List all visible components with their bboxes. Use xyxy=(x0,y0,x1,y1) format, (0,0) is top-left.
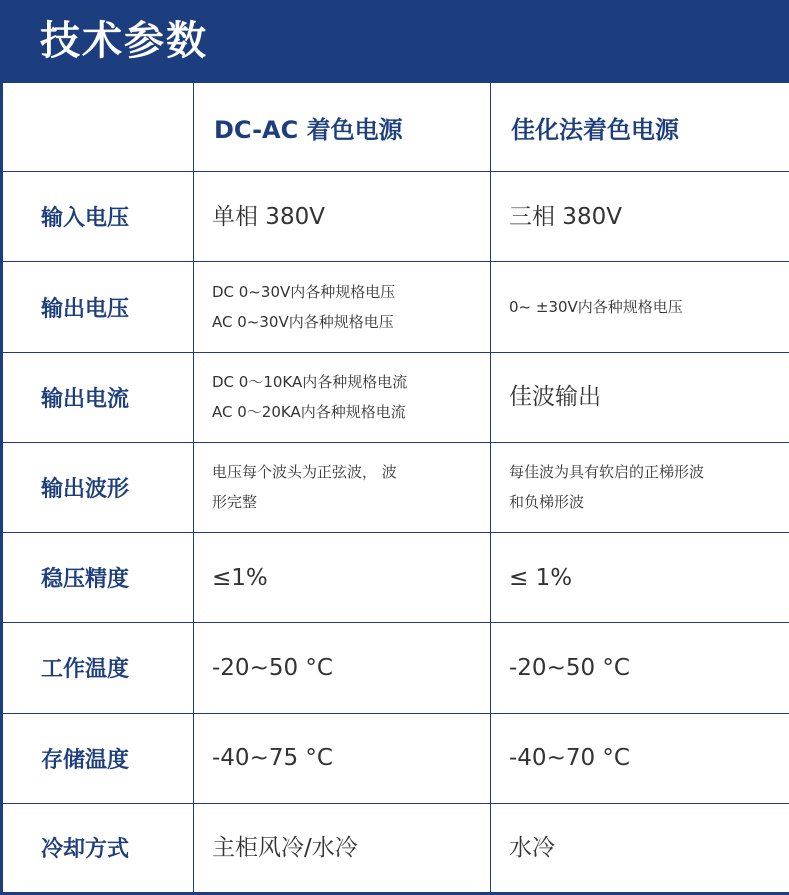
row-label: 工作温度 xyxy=(2,623,194,713)
dc-ac-value-cell xyxy=(194,442,491,532)
column-header-dc-ac: DC-AC 着色电源 xyxy=(194,83,491,172)
column-header-pulse: 佳化法着色电源 xyxy=(491,83,789,172)
dc-ac-value-cell xyxy=(194,352,491,442)
dc-ac-value-cell xyxy=(194,172,491,262)
table-row xyxy=(2,623,789,713)
pulse-value-cell xyxy=(491,352,789,442)
table-header-row xyxy=(2,83,789,172)
pulse-value-cell xyxy=(491,262,789,352)
cell-text-line: 0~ ±30V内各种规格电压 xyxy=(509,298,683,317)
cell-text-line: 形完整 xyxy=(212,493,258,512)
cell-text-line: ≤ 1% xyxy=(509,564,573,591)
page-title: 技术参数 xyxy=(40,18,208,64)
table-row xyxy=(2,803,789,893)
dc-ac-value-cell xyxy=(194,713,491,803)
table-row xyxy=(2,442,789,532)
cell-text-line: 佳波输出 xyxy=(509,384,601,411)
table-row xyxy=(2,352,789,442)
dc-ac-value-cell xyxy=(194,623,491,713)
cell-text-line: DC 0～10KA内各种规格电流 xyxy=(212,373,408,392)
table-row xyxy=(2,713,789,803)
table-row xyxy=(2,533,789,623)
pulse-value-cell xyxy=(491,172,789,262)
cell-text-line: 三相 380V xyxy=(509,203,622,230)
cell-text-line: -20~50 °C xyxy=(509,654,630,681)
table-row xyxy=(2,172,789,262)
spec-table xyxy=(0,82,789,895)
cell-text-line: -20~50 °C xyxy=(212,654,333,681)
row-label: 存储温度 xyxy=(2,713,194,803)
dc-ac-value-cell xyxy=(194,533,491,623)
row-label: 输出电流 xyxy=(2,352,194,442)
pulse-value-cell xyxy=(491,623,789,713)
cell-text-line: AC 0～20KA内各种规格电流 xyxy=(212,403,406,422)
pulse-value-cell xyxy=(491,533,789,623)
cell-text-line: 和负梯形波 xyxy=(509,493,585,512)
row-label: 输出波形 xyxy=(2,442,194,532)
row-label: 稳压精度 xyxy=(2,533,194,623)
header-blank-cell xyxy=(2,83,194,172)
cell-text-line: 电压每个波头为正弦波， 波 xyxy=(212,463,397,482)
row-label: 冷却方式 xyxy=(2,803,194,893)
cell-text-line: 每佳波为具有软启的正梯形波 xyxy=(509,463,705,482)
cell-text-line: 水冷 xyxy=(509,834,555,861)
cell-text-line: 主柜风冷/水冷 xyxy=(212,834,358,861)
row-label: 输出电压 xyxy=(2,262,194,352)
cell-text-line: -40~70 °C xyxy=(509,745,630,772)
dc-ac-value-cell xyxy=(194,803,491,893)
row-label: 输入电压 xyxy=(2,172,194,262)
cell-text-line: -40~75 °C xyxy=(212,745,333,772)
title-bar xyxy=(0,0,789,82)
pulse-value-cell xyxy=(491,442,789,532)
dc-ac-value-cell xyxy=(194,262,491,352)
cell-text-line: AC 0~30V内各种规格电压 xyxy=(212,313,394,332)
cell-text-line: ≤1% xyxy=(212,564,268,591)
pulse-value-cell xyxy=(491,713,789,803)
table-row xyxy=(2,262,789,352)
cell-text-line: 单相 380V xyxy=(212,203,325,230)
pulse-value-cell xyxy=(491,803,789,893)
cell-text-line: DC 0~30V内各种规格电压 xyxy=(212,283,396,302)
